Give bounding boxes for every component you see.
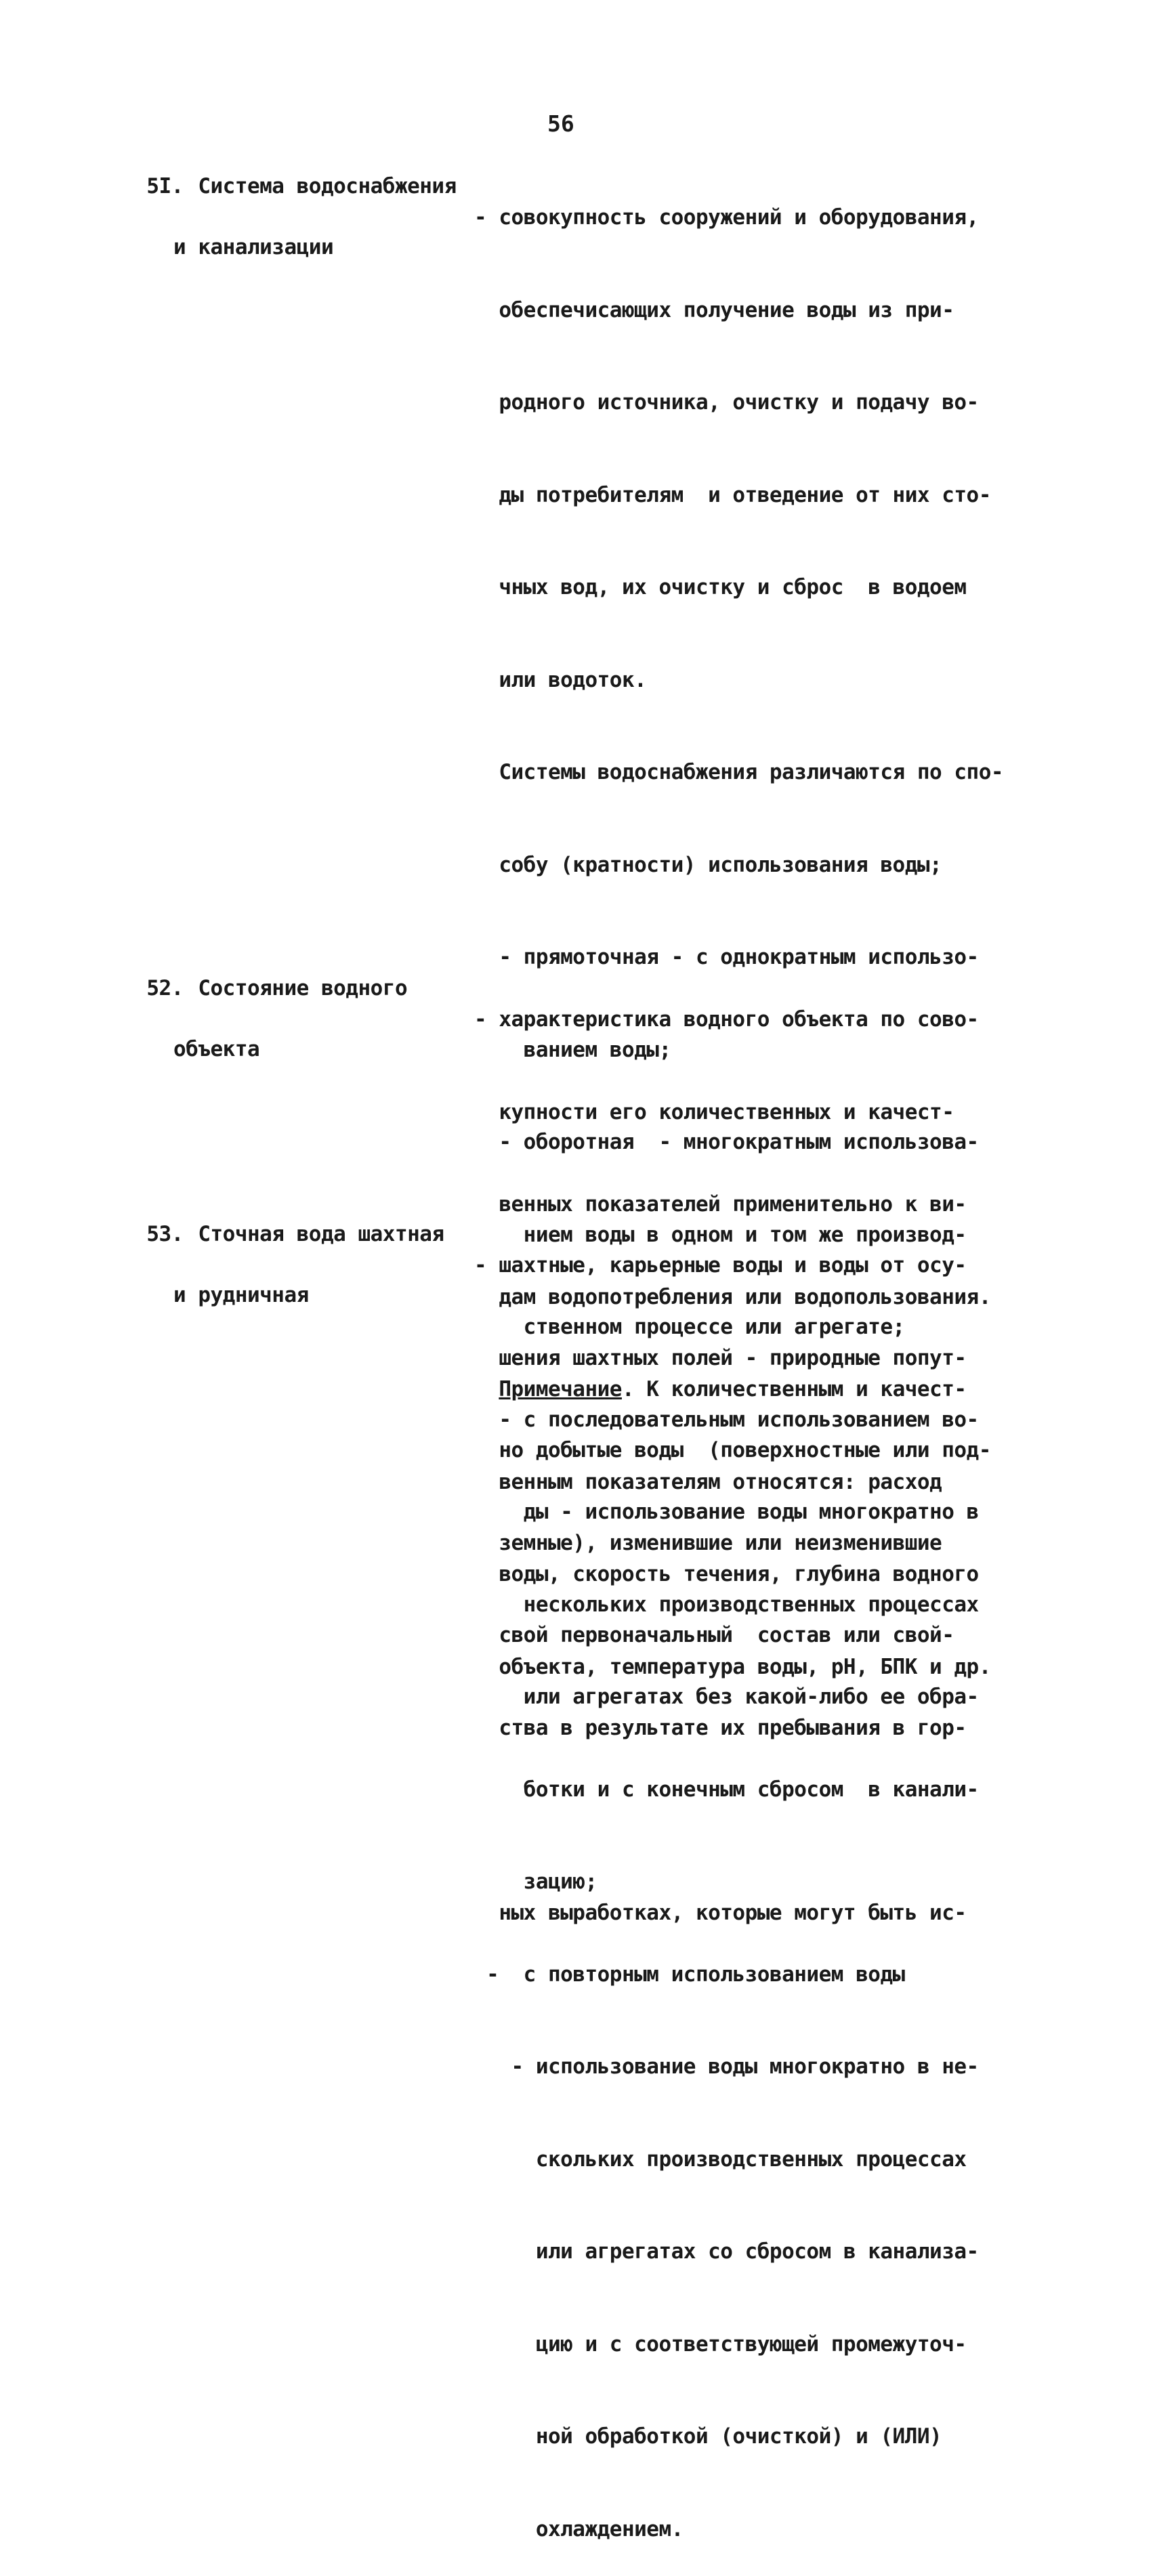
definition-line: ных выработках, которые могут быть ис- bbox=[474, 1900, 967, 1925]
term-line: и канализации bbox=[173, 235, 334, 259]
definition-line: - совокупность сооружений и оборудования, bbox=[474, 205, 979, 230]
definition-line: ной обработкой (очисткой) и (ИЛИ) bbox=[474, 2424, 942, 2449]
definition-line: - с повторным использованием воды bbox=[474, 1962, 905, 1987]
definition-line: родного источника, очистку и подачу во- bbox=[474, 390, 979, 415]
term-line: объекта bbox=[173, 1037, 260, 1061]
definition-line: ды - использование воды многократно в bbox=[474, 1500, 979, 1524]
definition-line: ботки и с конечным сбросом в канали- bbox=[474, 1777, 979, 1802]
definition-line: объекта, температура воды, рН, БПК и др. bbox=[474, 1654, 991, 1679]
definition-line: собу (кратности) использования воды; bbox=[474, 852, 942, 877]
definition-line: шения шахтных полей - природные попут- bbox=[474, 1345, 967, 1370]
definition-line: Системы водоснабжения различаются по спо- bbox=[474, 760, 1004, 784]
definition-line: - шахтные, карьерные воды и воды от осу- bbox=[474, 1253, 967, 1278]
definition-line: купности его количественных и качест- bbox=[474, 1099, 954, 1124]
definition-line: нием воды в одном и том же производ- bbox=[474, 1222, 967, 1247]
definition-line: Примечание. К количественным и качест- bbox=[499, 1377, 967, 1401]
definition-line: венным показателям относятся: расход bbox=[474, 1469, 942, 1494]
definition-line: скольких производственных процессах bbox=[474, 2147, 967, 2172]
term-52 bbox=[122, 943, 407, 1095]
definition-line: нескольких производственных процессах bbox=[474, 1592, 979, 1617]
definition-line: - прямоточная - с однократным использо- bbox=[474, 945, 979, 969]
term-line: и рудничная bbox=[173, 1283, 309, 1307]
definition-line: чных вод, их очистку и сброс в водоем bbox=[474, 575, 967, 599]
term-line: Сточная вода шахтная bbox=[198, 1222, 444, 1246]
definition-line: зацию; bbox=[474, 1870, 597, 1894]
page-number: 56 bbox=[547, 110, 574, 137]
definition-line: - с последовательным использованием во- bbox=[474, 1407, 979, 1432]
definition-line: дам водопотребления или водопользования. bbox=[474, 1284, 991, 1309]
definition-line: или водоток. bbox=[474, 667, 647, 692]
term-line: Состояние водного bbox=[198, 976, 408, 1000]
definition-line: или агрегатах со сбросом в канализа- bbox=[474, 2239, 979, 2264]
term-line: Система водоснабжения bbox=[198, 174, 457, 198]
definition-line: венных показателей применительно к ви- bbox=[474, 1192, 967, 1217]
definition-line bbox=[474, 1805, 991, 1836]
definition-line: цию и с соответствующей промежуточ- bbox=[474, 2331, 967, 2357]
term-51 bbox=[122, 141, 457, 293]
term-53 bbox=[122, 1189, 444, 1341]
term-number: 5I. bbox=[146, 174, 184, 198]
definition-line: - характеристика водного объекта по сово- bbox=[474, 1007, 979, 1032]
definition-line: обеспечисающих получение воды из при- bbox=[474, 297, 954, 322]
definition-line: ства в результате их пребывания в гор- bbox=[474, 1715, 967, 1740]
definition-line: ственном процессе или агрегате; bbox=[474, 1315, 905, 1339]
definition-line: воды, скорость течения, глубина водного bbox=[474, 1562, 979, 1586]
definition-line: свой первоначальный состав или свой- bbox=[474, 1623, 954, 1647]
definition-line: ды потребителям и отведение от них сто- bbox=[474, 482, 991, 507]
definition-line: но добытые воды (поверхностные или под- bbox=[474, 1438, 991, 1462]
definition-line: или агрегатах без какой-либо ее обра- bbox=[474, 1685, 979, 1709]
definition-line: земные), изменившие или неизменившие bbox=[474, 1530, 942, 1555]
definition-line: - оборотная - многократным использова- bbox=[474, 1130, 979, 1154]
note-label: Примечание bbox=[499, 1377, 622, 1401]
definition-line: - использование воды многократно в не- bbox=[474, 2054, 979, 2079]
term-number: 53. bbox=[146, 1222, 184, 1246]
definition-line: охлаждением. bbox=[474, 2516, 684, 2541]
definition-53 bbox=[474, 1189, 991, 1960]
term-number: 52. bbox=[146, 976, 184, 1000]
definition-line: ванием воды; bbox=[474, 1037, 671, 1062]
